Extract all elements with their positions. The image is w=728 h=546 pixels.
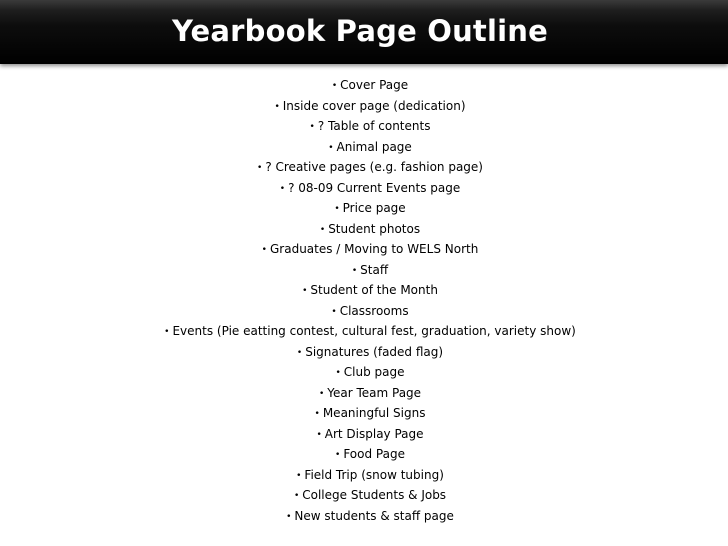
outline-item-label: Price page — [342, 201, 406, 215]
outline-item-label: ? Creative pages (e.g. fashion page) — [265, 160, 483, 174]
outline-item — [150, 116, 590, 137]
bullet-icon: • — [293, 491, 300, 501]
outline-item-label: Student photos — [328, 221, 421, 236]
bullet-icon: • — [279, 183, 286, 194]
outline-item-label: Classrooms — [339, 303, 409, 318]
outline-item — [150, 219, 590, 240]
slide-title: Yearbook Page Outline — [172, 14, 548, 48]
outline-item-label: Graduates / Moving to WELS North — [269, 242, 479, 256]
outline-item — [150, 444, 590, 465]
bullet-icon: • — [351, 265, 358, 276]
outline-item-label: Year Team Page — [327, 385, 422, 400]
bullet-icon: • — [316, 429, 322, 440]
outline-item — [150, 424, 590, 445]
outline-item-label: Food Page — [343, 447, 405, 461]
outline-item — [150, 383, 590, 404]
bullet-icon: • — [296, 470, 302, 481]
outline-item — [150, 198, 590, 219]
outline-item — [150, 260, 590, 281]
outline-item-label: Art Display Page — [324, 426, 424, 441]
outline-item — [150, 280, 590, 301]
bullet-icon: • — [328, 142, 334, 153]
outline-item-label: Meaningful Signs — [322, 406, 426, 420]
outline-item-label: Staff — [360, 262, 389, 277]
bullet-icon: • — [318, 388, 325, 399]
bullet-icon: • — [286, 511, 292, 522]
outline-item-label: Inside cover page (dedication) — [282, 98, 466, 113]
outline-item — [150, 301, 590, 322]
outline-item — [150, 178, 590, 199]
bullet-icon: • — [309, 122, 315, 132]
bullet-icon: • — [334, 204, 340, 214]
outline-item-label: College Students & Jobs — [302, 488, 447, 502]
bullet-icon: • — [274, 101, 280, 112]
outline-item — [150, 485, 590, 506]
outline-item-label: Signatures (faded flag) — [305, 344, 444, 359]
outline-item — [150, 465, 590, 486]
outline-item — [150, 75, 590, 96]
outline-item — [150, 321, 590, 342]
bullet-icon: • — [331, 306, 337, 317]
outline-list — [150, 75, 590, 526]
outline-item-label: Cover Page — [340, 78, 409, 92]
outline-item-label: ? 08-09 Current Events page — [288, 180, 461, 195]
outline-item-label: New students & staff page — [294, 508, 454, 523]
outline-item — [150, 96, 590, 117]
outline-item-label: Student of the Month — [310, 283, 438, 297]
bullet-icon: • — [261, 245, 267, 255]
outline-item-label: Club page — [343, 365, 405, 379]
outline-item-label: Field Trip (snow tubing) — [304, 467, 444, 482]
outline-item-label: Animal page — [336, 139, 412, 154]
bullet-icon: • — [302, 286, 308, 296]
outline-item-label: Events (Pie eatting contest, cultural fest, graduation, variety show) — [172, 324, 576, 338]
outline-item — [150, 506, 590, 527]
outline-item-label: ? Table of contents — [317, 119, 431, 133]
title-bar — [0, 0, 728, 64]
outline-item — [150, 137, 590, 158]
bullet-icon: • — [164, 327, 170, 337]
bullet-icon: • — [335, 450, 341, 460]
bullet-icon: • — [319, 224, 326, 235]
bullet-icon: • — [335, 368, 341, 378]
outline-item — [150, 239, 590, 260]
bullet-icon: • — [296, 347, 303, 358]
outline-item — [150, 157, 590, 178]
outline-item — [150, 403, 590, 424]
bullet-icon: • — [314, 409, 320, 419]
bullet-icon: • — [331, 81, 338, 91]
outline-item — [150, 342, 590, 363]
bullet-icon: • — [257, 163, 263, 173]
outline-item — [150, 362, 590, 383]
